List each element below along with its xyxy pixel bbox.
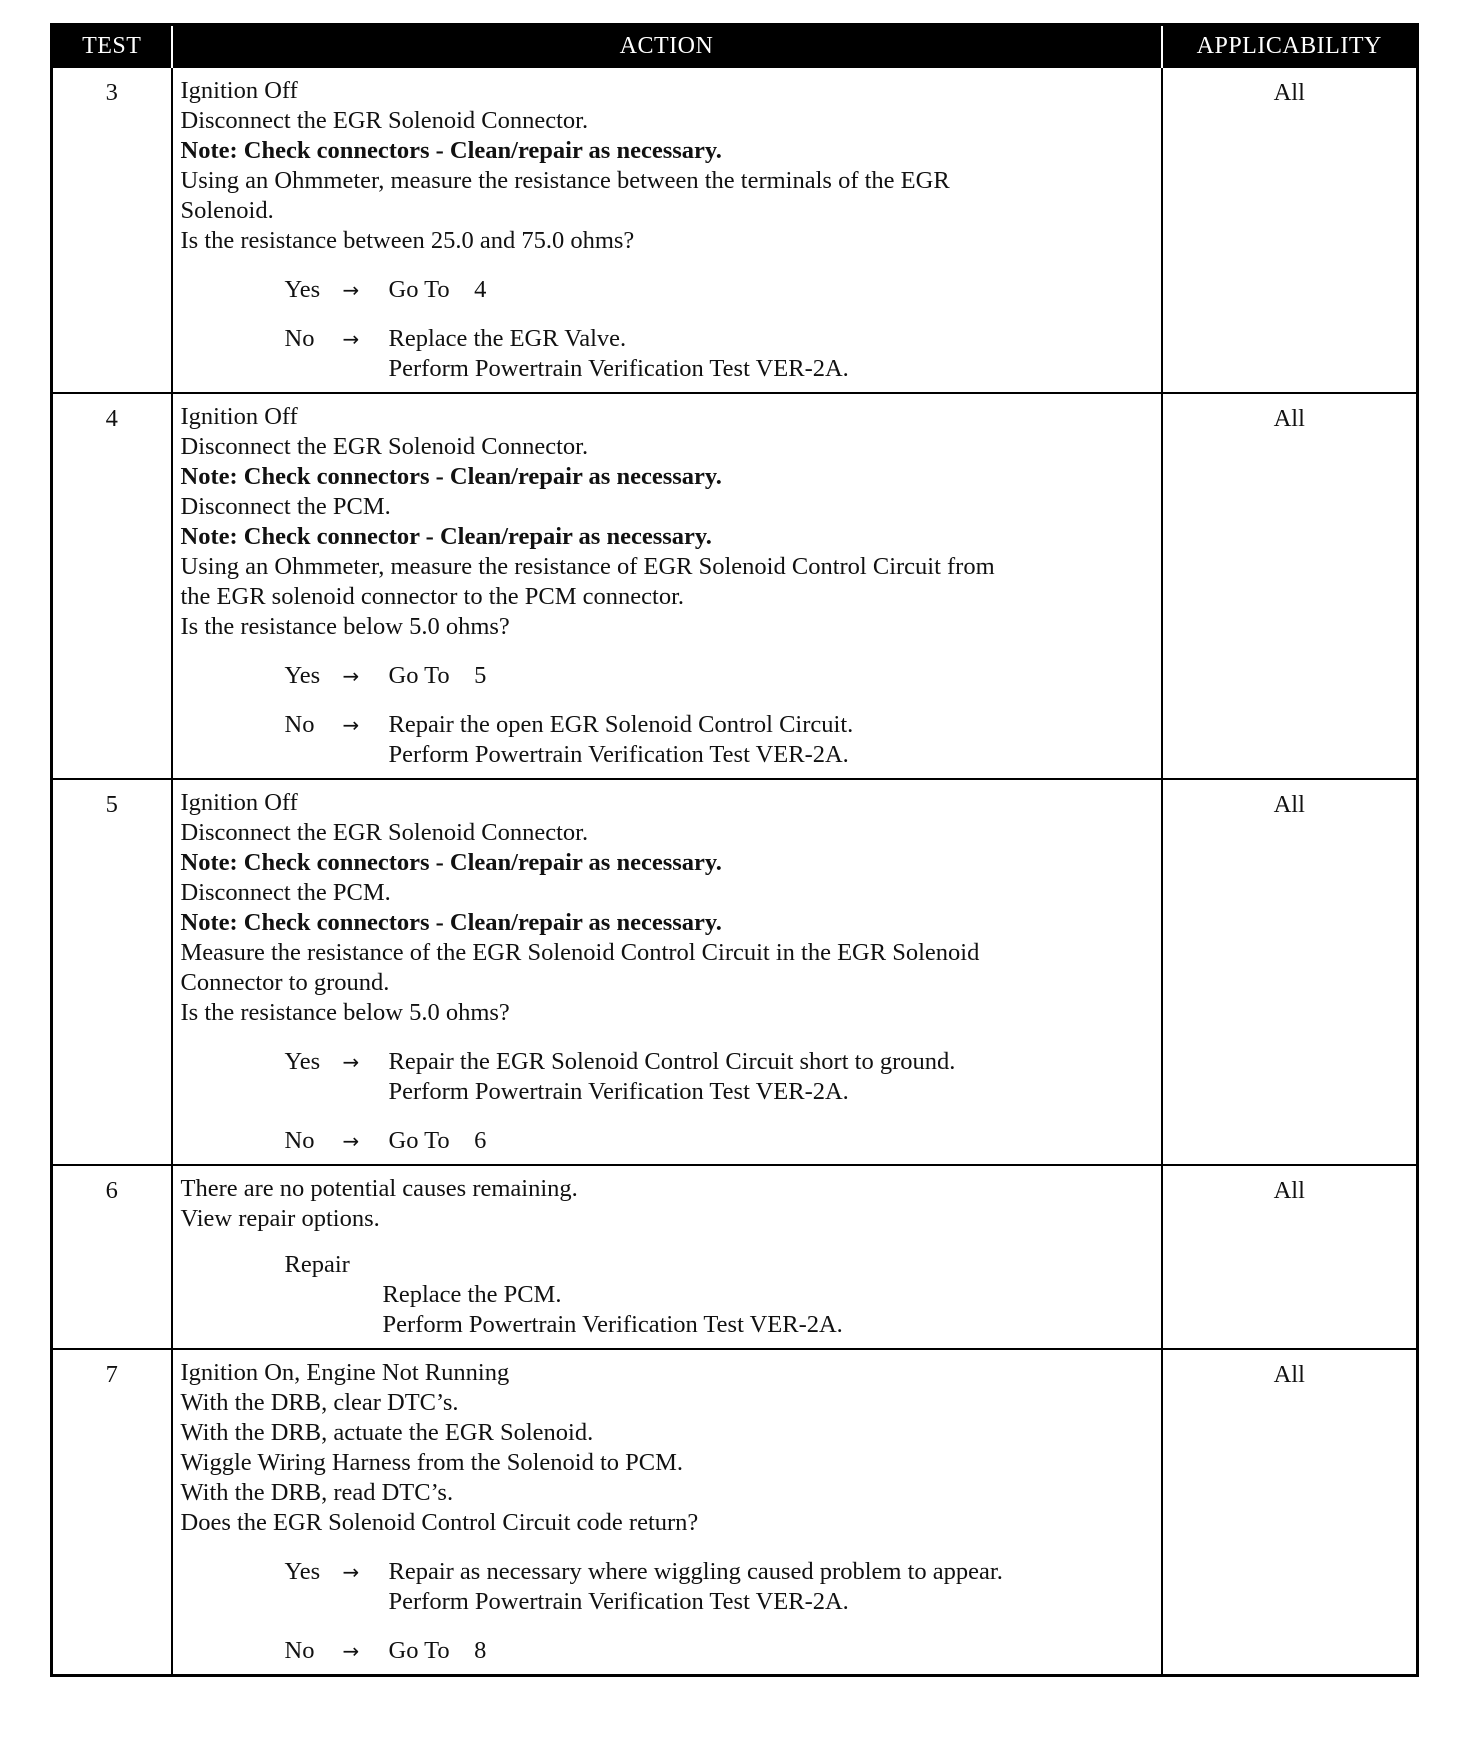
instruction-line: Ignition Off	[180, 403, 298, 430]
answer-result	[389, 710, 1153, 770]
arrow-glyph: →	[342, 327, 360, 351]
answer-result	[389, 275, 1153, 305]
result-line: Perform Powertrain Verification Test VER-2A.	[388, 741, 849, 768]
answer-label: Yes	[284, 662, 321, 689]
instruction-line: Using an Ohmmeter, measure the resistance of EGR Solenoid Control Circuit from	[180, 553, 995, 580]
instruction-line: Ignition Off	[180, 77, 298, 104]
test-number: 6	[52, 1165, 172, 1349]
arrow-glyph: →	[342, 1050, 360, 1074]
arrow-glyph: →	[342, 1560, 360, 1584]
test-number: 3	[52, 67, 172, 393]
repair-label: Repair	[284, 1251, 350, 1278]
answer-result	[389, 661, 1153, 691]
instruction-line: Disconnect the EGR Solenoid Connector.	[180, 819, 589, 846]
instruction-line: Is the resistance below 5.0 ohms?	[180, 999, 510, 1026]
instruction-line: Does the EGR Solenoid Control Circuit code return?	[180, 1509, 699, 1536]
header-row	[52, 25, 1418, 68]
header-applicability: APPLICABILITY	[1162, 25, 1418, 68]
action-cell	[172, 1349, 1162, 1676]
instruction-line: Is the resistance below 5.0 ohms?	[180, 613, 510, 640]
instruction-line: the EGR solenoid connector to the PCM connector.	[180, 583, 685, 610]
answer-label: Yes	[284, 276, 321, 303]
yes-answer	[285, 661, 1153, 691]
arrow-icon	[343, 710, 389, 770]
result-line: Go To 8	[388, 1637, 487, 1664]
arrow-icon	[343, 324, 389, 384]
note-line: Note: Check connectors - Clean/repair as necessary.	[180, 463, 722, 490]
arrow-icon	[343, 1047, 389, 1107]
repair-options	[285, 1250, 1153, 1340]
answer-result	[389, 1126, 1153, 1156]
applicability-value: All	[1162, 393, 1418, 779]
instruction-line: Using an Ohmmeter, measure the resistance between the terminals of the EGR	[180, 167, 950, 194]
test-number: 5	[52, 779, 172, 1165]
no-answer	[285, 1636, 1153, 1666]
result-line: Go To 4	[388, 276, 487, 303]
answer-result	[389, 324, 1153, 384]
header-action: ACTION	[172, 25, 1162, 68]
result-line: Replace the EGR Valve.	[388, 325, 627, 352]
instruction-line: Wiggle Wiring Harness from the Solenoid to PCM.	[180, 1449, 684, 1476]
repair-line: Perform Powertrain Verification Test VER-2A.	[382, 1311, 843, 1338]
instruction-line: Ignition On, Engine Not Running	[180, 1359, 510, 1386]
instruction-line: With the DRB, read DTC’s.	[180, 1479, 454, 1506]
result-line: Perform Powertrain Verification Test VER-2A.	[388, 1078, 849, 1105]
answer-label: Yes	[284, 1048, 321, 1075]
instruction-line: There are no potential causes remaining.	[180, 1175, 578, 1202]
answer-result	[389, 1047, 1153, 1107]
instruction-line: Is the resistance between 25.0 and 75.0 ohms?	[180, 227, 635, 254]
instruction-line: Measure the resistance of the EGR Solenoid Control Circuit in the EGR Solenoid	[180, 939, 980, 966]
repair-line: Replace the PCM.	[382, 1281, 562, 1308]
instruction-line: Disconnect the EGR Solenoid Connector.	[180, 107, 589, 134]
arrow-glyph: →	[342, 278, 360, 302]
test-number: 7	[52, 1349, 172, 1676]
instruction-line: Ignition Off	[180, 789, 298, 816]
yes-answer	[285, 1047, 1153, 1107]
applicability-value: All	[1162, 779, 1418, 1165]
instruction-line: Disconnect the PCM.	[180, 493, 391, 520]
arrow-icon	[343, 1557, 389, 1617]
arrow-icon	[343, 275, 389, 305]
instruction-line: With the DRB, actuate the EGR Solenoid.	[180, 1419, 594, 1446]
arrow-icon	[343, 1126, 389, 1156]
no-answer	[285, 1126, 1153, 1156]
arrow-glyph: →	[342, 1129, 360, 1153]
arrow-glyph: →	[342, 713, 360, 737]
action-cell	[172, 393, 1162, 779]
note-line: Note: Check connectors - Clean/repair as necessary.	[180, 137, 722, 164]
yes-answer	[285, 275, 1153, 305]
arrow-icon	[343, 1636, 389, 1666]
no-answer	[285, 324, 1153, 384]
result-line: Perform Powertrain Verification Test VER-2A.	[388, 355, 849, 382]
header-test: TEST	[52, 25, 172, 68]
answer-label: No	[284, 1637, 315, 1664]
result-line: Go To 5	[388, 662, 487, 689]
result-line: Repair the open EGR Solenoid Control Circuit.	[388, 711, 854, 738]
note-line: Note: Check connector - Clean/repair as necessary.	[180, 523, 712, 550]
answer-label: No	[284, 711, 315, 738]
test-row	[52, 393, 1418, 779]
test-row	[52, 1165, 1418, 1349]
result-line: Perform Powertrain Verification Test VER-2A.	[388, 1588, 849, 1615]
test-number: 4	[52, 393, 172, 779]
result-line: Repair the EGR Solenoid Control Circuit short to ground.	[388, 1048, 956, 1075]
arrow-glyph: →	[342, 1639, 360, 1663]
applicability-value: All	[1162, 1349, 1418, 1676]
instruction-line: Disconnect the EGR Solenoid Connector.	[180, 433, 589, 460]
action-cell	[172, 779, 1162, 1165]
result-line: Repair as necessary where wiggling caused problem to appear.	[388, 1558, 1003, 1585]
diagnostic-test-table	[50, 23, 1419, 1677]
answer-result	[389, 1636, 1153, 1666]
result-line: Go To 6	[388, 1127, 487, 1154]
instruction-line: Disconnect the PCM.	[180, 879, 391, 906]
answer-label: Yes	[284, 1558, 321, 1585]
note-line: Note: Check connectors - Clean/repair as necessary.	[180, 849, 722, 876]
instruction-line: Solenoid.	[180, 197, 274, 224]
action-cell	[172, 1165, 1162, 1349]
test-row	[52, 1349, 1418, 1676]
test-row	[52, 67, 1418, 393]
test-row	[52, 779, 1418, 1165]
applicability-value: All	[1162, 1165, 1418, 1349]
arrow-glyph: →	[342, 664, 360, 688]
table-body	[52, 67, 1418, 1676]
yes-answer	[285, 1557, 1153, 1617]
applicability-value: All	[1162, 67, 1418, 393]
no-answer	[285, 710, 1153, 770]
arrow-icon	[343, 661, 389, 691]
instruction-line: Connector to ground.	[180, 969, 390, 996]
answer-label: No	[284, 325, 315, 352]
note-line: Note: Check connectors - Clean/repair as necessary.	[180, 909, 722, 936]
action-cell	[172, 67, 1162, 393]
answer-result	[389, 1557, 1153, 1617]
instruction-line: View repair options.	[180, 1205, 380, 1232]
answer-label: No	[284, 1127, 315, 1154]
instruction-line: With the DRB, clear DTC’s.	[180, 1389, 459, 1416]
